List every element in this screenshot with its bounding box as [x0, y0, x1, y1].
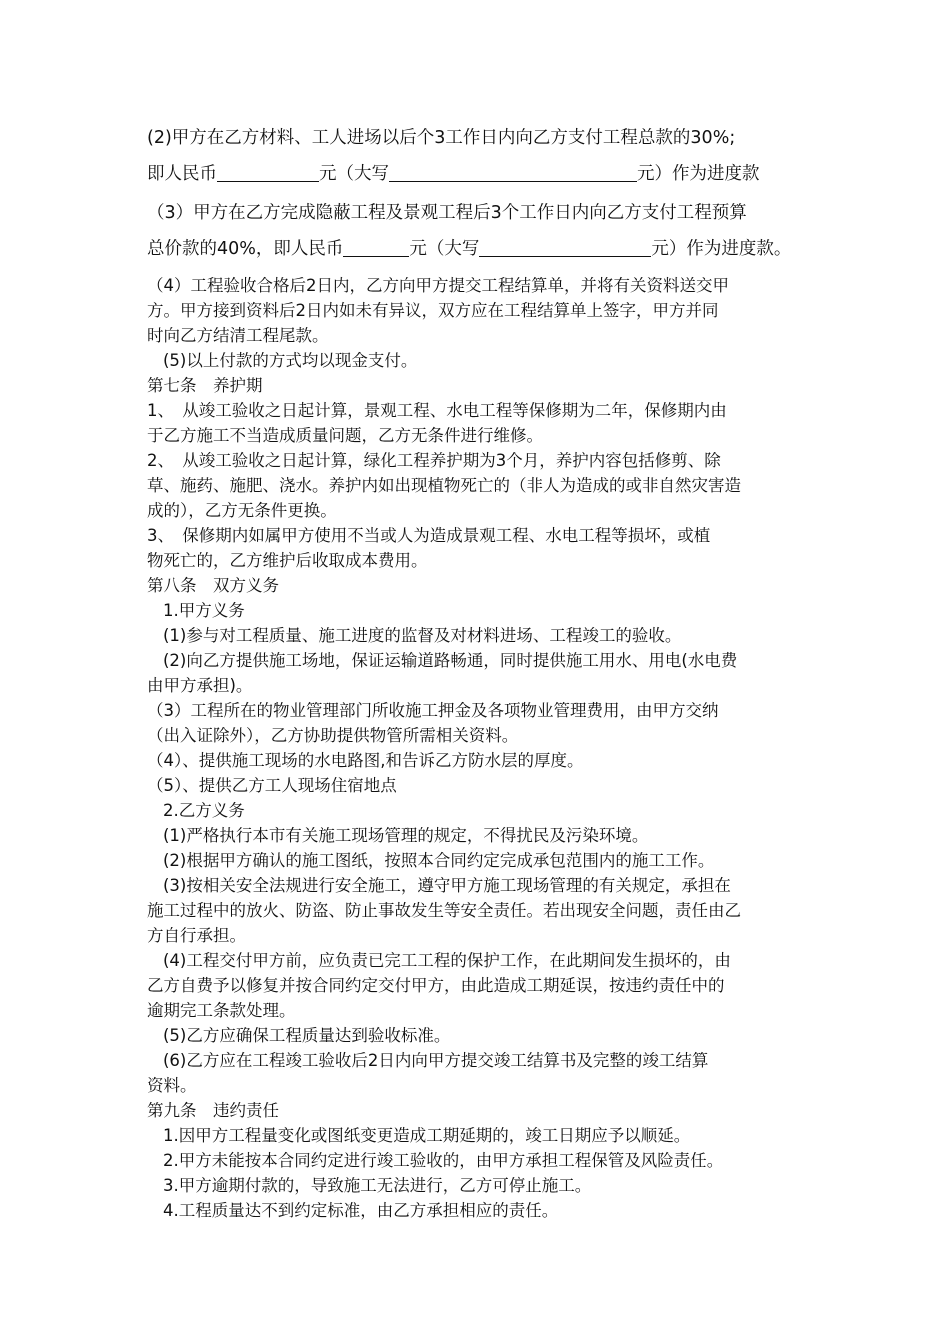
amount-blank [343, 238, 409, 257]
payment-clause-4-line: 方。甲方接到资料后2日内如未有异议，双方应在工程结算单上签字，甲方并同 [147, 301, 719, 320]
party-b-duty-line: (2)根据甲方确认的施工图纸，按照本合同约定完成承包范围内的施工工作。 [163, 851, 715, 870]
party-a-duty-line: （4）、提供施工现场的水电路图,和告诉乙方防水层的厚度。 [147, 751, 584, 770]
party-a-duty-line: （出入证除外），乙方协助提供物管所需相关资料。 [147, 726, 519, 745]
party-b-duty-line: (1)严格执行本市有关施工现场管理的规定，不得扰民及污染环境。 [163, 826, 649, 845]
payment-clause-2-amount [147, 162, 817, 186]
text-segment: 元（大写 [409, 239, 480, 259]
article-7-title: 第七条 养护期 [147, 376, 263, 395]
party-b-duty-line: 方自行承担。 [147, 926, 246, 945]
text-segment: 元）作为进度款 [637, 164, 760, 184]
article-9-line: 1.因甲方工程量变化或图纸变更造成工期延期的，竣工日期应予以顺延。 [163, 1126, 691, 1145]
payment-clause-3: （3）甲方在乙方完成隐蔽工程及景观工程后3个工作日内向乙方支付工程预算 [147, 203, 747, 223]
article-7-line: 2、 从竣工验收之日起计算，绿化工程养护期为3个月，养护内容包括修剪、除 [147, 451, 721, 470]
text-segment: 即人民币 [147, 164, 217, 184]
amount-blank [217, 163, 319, 182]
party-b-duty-line: 乙方自费予以修复并按合同约定交付甲方，由此造成工期延误，按违约责任中的 [147, 976, 725, 995]
text-segment: 元）作为进度款。 [651, 239, 792, 259]
party-b-duty-line: (4)工程交付甲方前，应负责已完工工程的保护工作，在此期间发生损坏的，由 [163, 951, 731, 970]
party-b-duty-line: 施工过程中的放火、防盗、防止事故发生等安全责任。若出现安全问题，责任由乙 [147, 901, 741, 920]
party-b-duty-line: (3)按相关安全法规进行安全施工，遵守甲方施工现场管理的有关规定，承担在 [163, 876, 731, 895]
article-9-line: 2.甲方未能按本合同约定进行竣工验收的，由甲方承担工程保管及风险责任。 [163, 1151, 724, 1170]
party-a-duties-title: 1.甲方义务 [163, 601, 245, 620]
party-b-duty-line: 资料。 [147, 1076, 197, 1095]
party-a-duty-line: (2)向乙方提供施工场地，保证运输道路畅通，同时提供施工用水、用电(水电费 [163, 651, 738, 670]
party-a-duty-line: （5）、提供乙方工人现场住宿地点 [147, 776, 397, 795]
party-b-duty-line: 逾期完工条款处理。 [147, 1001, 296, 1020]
article-9-line: 3.甲方逾期付款的，导致施工无法进行，乙方可停止施工。 [163, 1176, 592, 1195]
article-8-title: 第八条 双方义务 [147, 576, 279, 595]
article-7-line: 物死亡的，乙方维护后收取成本费用。 [147, 551, 428, 570]
party-b-duty-line: (5)乙方应确保工程质量达到验收标准。 [163, 1026, 451, 1045]
article-7-line: 于乙方施工不当造成质量问题，乙方无条件进行维修。 [147, 426, 543, 445]
amount-words-blank [389, 163, 637, 182]
article-7-line: 成的），乙方无条件更换。 [147, 501, 337, 520]
text-segment: 总价款的40%，即人民币 [147, 239, 344, 259]
article-7-line: 草、施药、施肥、浇水。养护内如出现植物死亡的（非人为造成的或非自然灾害造 [147, 476, 741, 495]
party-a-duty-line: 由甲方承担)。 [147, 676, 253, 695]
party-b-duty-line: (6)乙方应在工程竣工验收后2日内向甲方提交竣工结算书及完整的竣工结算 [163, 1051, 709, 1070]
payment-clause-5: (5)以上付款的方式均以现金支付。 [163, 351, 418, 370]
article-9-title: 第九条 违约责任 [147, 1101, 279, 1120]
article-9-line: 4.工程质量达不到约定标准，由乙方承担相应的责任。 [163, 1201, 559, 1220]
party-b-duties-title: 2.乙方义务 [163, 801, 245, 820]
amount-words-blank [479, 238, 651, 257]
payment-clause-2: (2)甲方在乙方材料、工人进场以后个3工作日内向乙方支付工程总款的30%; [147, 128, 736, 148]
payment-clause-4-line: 时向乙方结清工程尾款。 [147, 326, 329, 345]
article-7-line: 1、 从竣工验收之日起计算，景观工程、水电工程等保修期为二年，保修期内由 [147, 401, 727, 420]
party-a-duty-line: (1)参与对工程质量、施工进度的监督及对材料进场、工程竣工的验收。 [163, 626, 682, 645]
party-a-duty-line: （3）工程所在的物业管理部门所收施工押金及各项物业管理费用，由甲方交纳 [147, 701, 719, 720]
text-segment: 元（大写 [319, 164, 389, 184]
article-7-line: 3、 保修期内如属甲方使用不当或人为造成景观工程、水电工程等损坏，或植 [147, 526, 711, 545]
payment-clause-4-line: （4）工程验收合格后2日内，乙方向甲方提交工程结算单，并将有关资料送交甲 [147, 276, 729, 295]
payment-clause-3-amount [147, 237, 817, 261]
